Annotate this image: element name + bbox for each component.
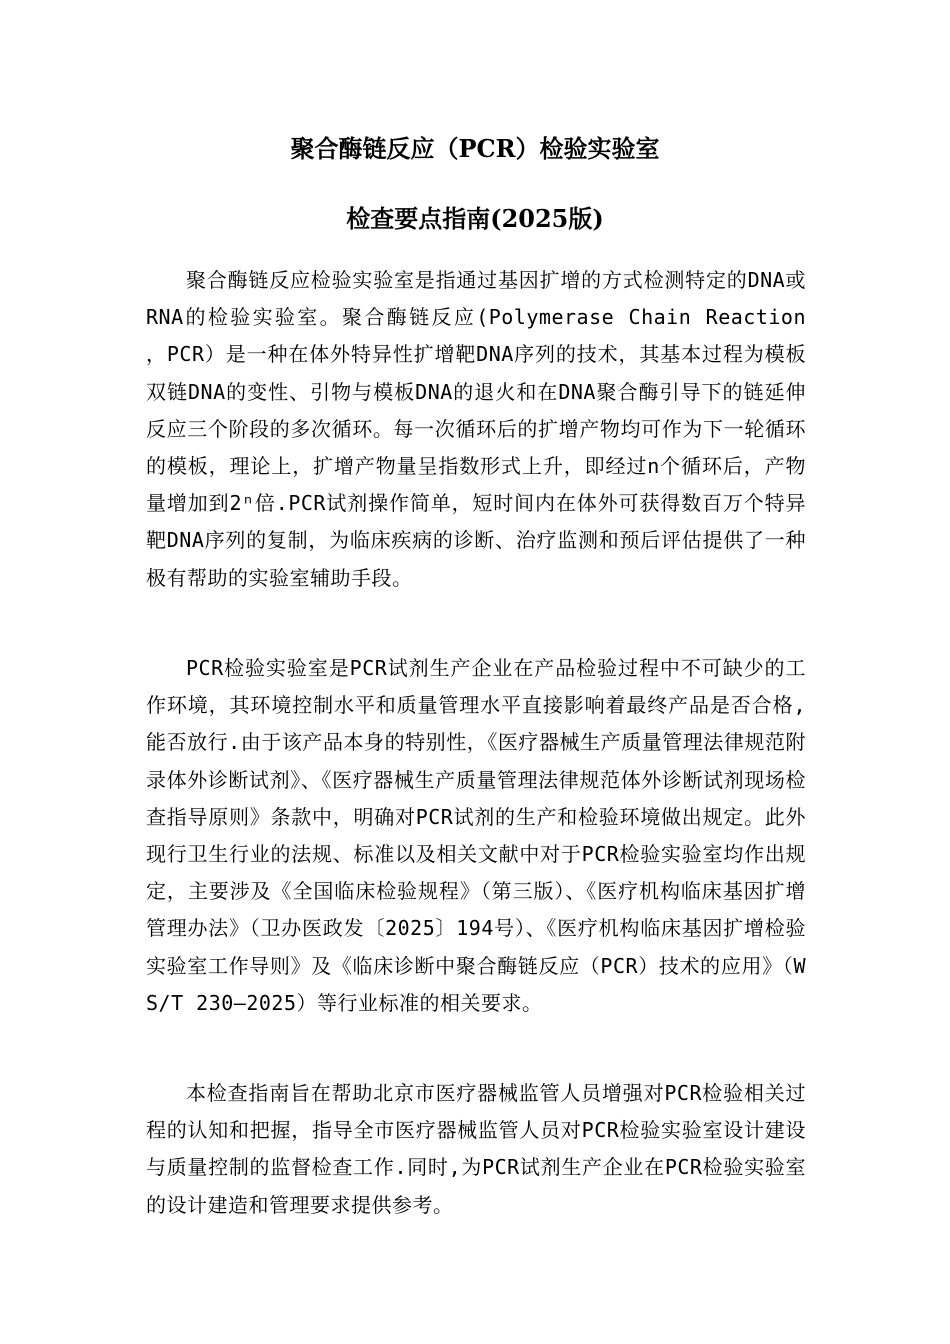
document-subtitle: 检查要点指南(2025版) — [346, 204, 604, 233]
paragraph-guide-purpose: 本检查指南旨在帮助北京市医疗器械监管人员增强对PCR检验相关过程的认知和把握，指导全市医疗器械监管人员对PCR检验实验室设计建设与质量控制的监督检查工作.同时,为PCR试剂生产企业在PCR检验实验室的设计建造和管理要求提供参考。 — [146, 1081, 806, 1217]
paragraph-pcr-definition: 聚合酶链反应检验实验室是指通过基因扩增的方式检测特定的DNA或RNA的检验实验室。聚合酶链反应(Polymerase Chain Reaction ，PCR）是一种在体外特异性扩增靶DNA序列的技术，其基本过程为模板双链DNA的变性、引物与模板DNA的退火和在DNA聚合酶引导下的链延伸反应三个阶段的多次循环。每一次循环后的扩增产物均可作为下一轮循环的模板，理论上，扩增产物量呈指数形式上升，即经过n个循环后，产物量增加到2ⁿ倍.PCR试剂操作简单，短时间内在体外可获得数百万个特异靶DNA序列的复制，为临床疾病的诊断、治疗监测和预后评估提供了一种极有帮助的实验室辅助手段。 — [146, 268, 806, 590]
paragraph-regulations: PCR检验实验室是PCR试剂生产企业在产品检验过程中不可缺少的工作环境，其环境控制水平和质量管理水平直接影响着最终产品是否合格,能否放行.由于该产品本身的特别性，《医疗器械生产质量管理法律规范附录体外诊断试剂》、《医疗器械生产质量管理法律规范体外诊断试剂现场检查指导原则》条款中，明确对PCR试剂的生产和检验环境做出规定。此外现行卫生行业的法规、标准以及相关文献中对于PCR检验实验室均作出规定，主要涉及《全国临床检验规程》（第三版）、《医疗机构临床基因扩增管理办法》（卫办医政发〔2025〕194号）、《医疗机构临床基因扩增检验实验室工作导则》及《临床诊断中聚合酶链反应（PCR）技术的应用》（WS/T 230—2025）等行业标准的相关要求。 — [146, 656, 806, 1015]
document-title: 聚合酶链反应（PCR）检验实验室 — [290, 134, 660, 163]
